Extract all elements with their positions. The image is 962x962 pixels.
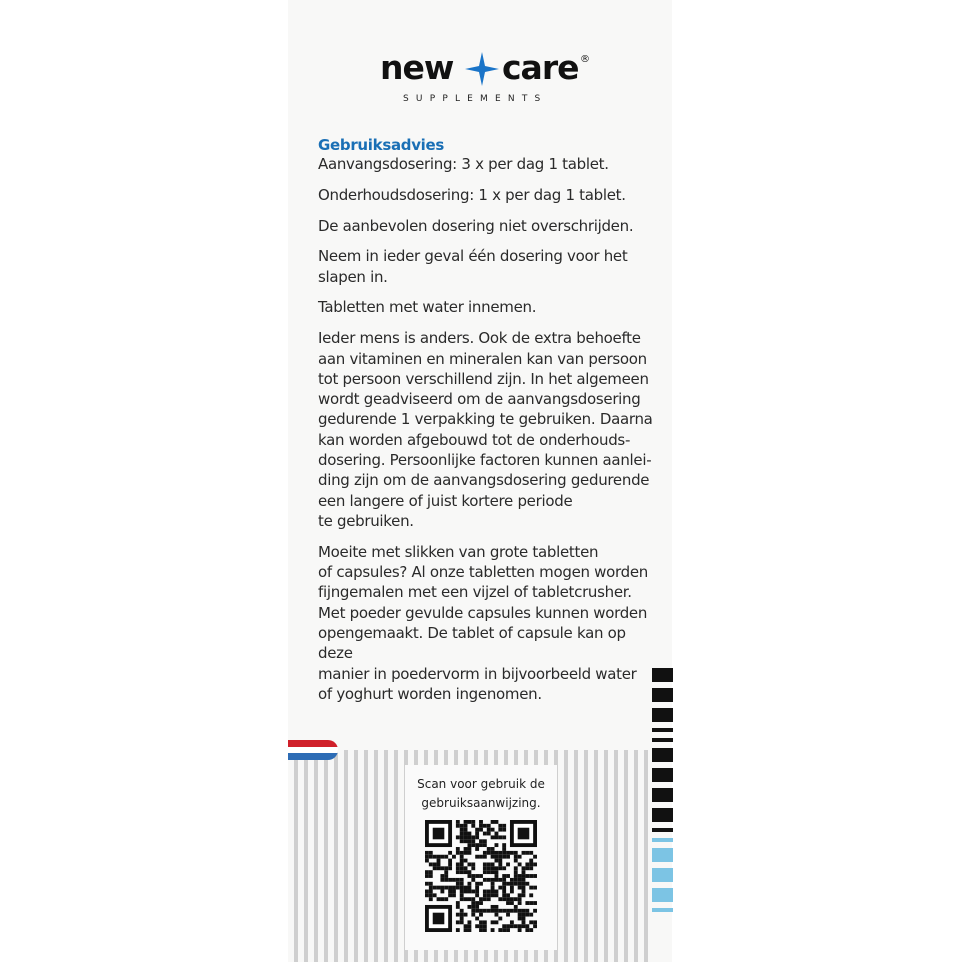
usage-paragraph: Onderhoudsdosering: 1 x per dag 1 tablet. [318, 185, 626, 204]
control-bar [652, 868, 673, 882]
qr-panel [405, 765, 557, 950]
qr-caption: Scan voor gebruik de gebruiksaanwijzing. [417, 777, 545, 810]
registered-mark: ® [580, 54, 590, 65]
control-bar [652, 848, 673, 862]
control-bar [652, 688, 673, 702]
control-bar [652, 808, 673, 822]
control-bar [652, 788, 673, 802]
control-bar [652, 668, 673, 682]
brand-name-right: care [502, 48, 579, 87]
control-bar [652, 838, 673, 842]
brand-tagline: SUPPLEMENTS [403, 94, 548, 104]
control-bar [652, 888, 673, 902]
usage-section [318, 136, 658, 715]
control-bar [652, 908, 673, 912]
control-bar [652, 828, 673, 832]
control-bar [652, 728, 673, 732]
usage-paragraph: Ieder mens is anders. Ook de extra behoefte aan vitaminen en mineralen kan van persoon tot persoon verschillend zijn. In het algemeen wordt geadviseerd om de aanvangsdosering gedurende 1 verpakking te gebruiken. Daarna kan worden afgebouwd tot de onderhouds- dosering. Persoonlijke factoren kunnen aanlei- ding zijn om de aanvangsdosering gedurende een langere of juist kortere periode te gebruiken. [318, 329, 653, 530]
color-control-bars [652, 668, 673, 918]
usage-heading: Gebruiksadvies [318, 136, 445, 154]
qr-code[interactable] [425, 820, 537, 932]
usage-paragraph: Tabletten met water innemen. [318, 298, 537, 317]
usage-paragraph: Aanvangsdosering: 3 x per dag 1 tablet. [318, 155, 609, 173]
brand-logo [380, 48, 600, 108]
control-bar [652, 748, 673, 762]
dutch-flag-icon [288, 740, 338, 760]
usage-paragraph: Moeite met slikken van grote tabletten of capsules? Al onze tabletten mogen worden fijngemalen met een vijzel of tabletcrusher. Met poeder gevulde capsules kunnen worden opengemaakt. De tablet of capsule kan op deze manier in poedervorm in bijvoorbeeld water of yoghurt worden ingenomen. [318, 542, 648, 703]
star-icon [465, 52, 499, 86]
control-bar [652, 708, 673, 722]
usage-paragraph: Neem in ieder geval één dosering voor het slapen in. [318, 247, 628, 286]
control-bar [652, 738, 673, 742]
brand-name-left: new [380, 48, 454, 87]
control-bar [652, 768, 673, 782]
usage-paragraph: De aanbevolen dosering niet overschrijden. [318, 216, 634, 235]
